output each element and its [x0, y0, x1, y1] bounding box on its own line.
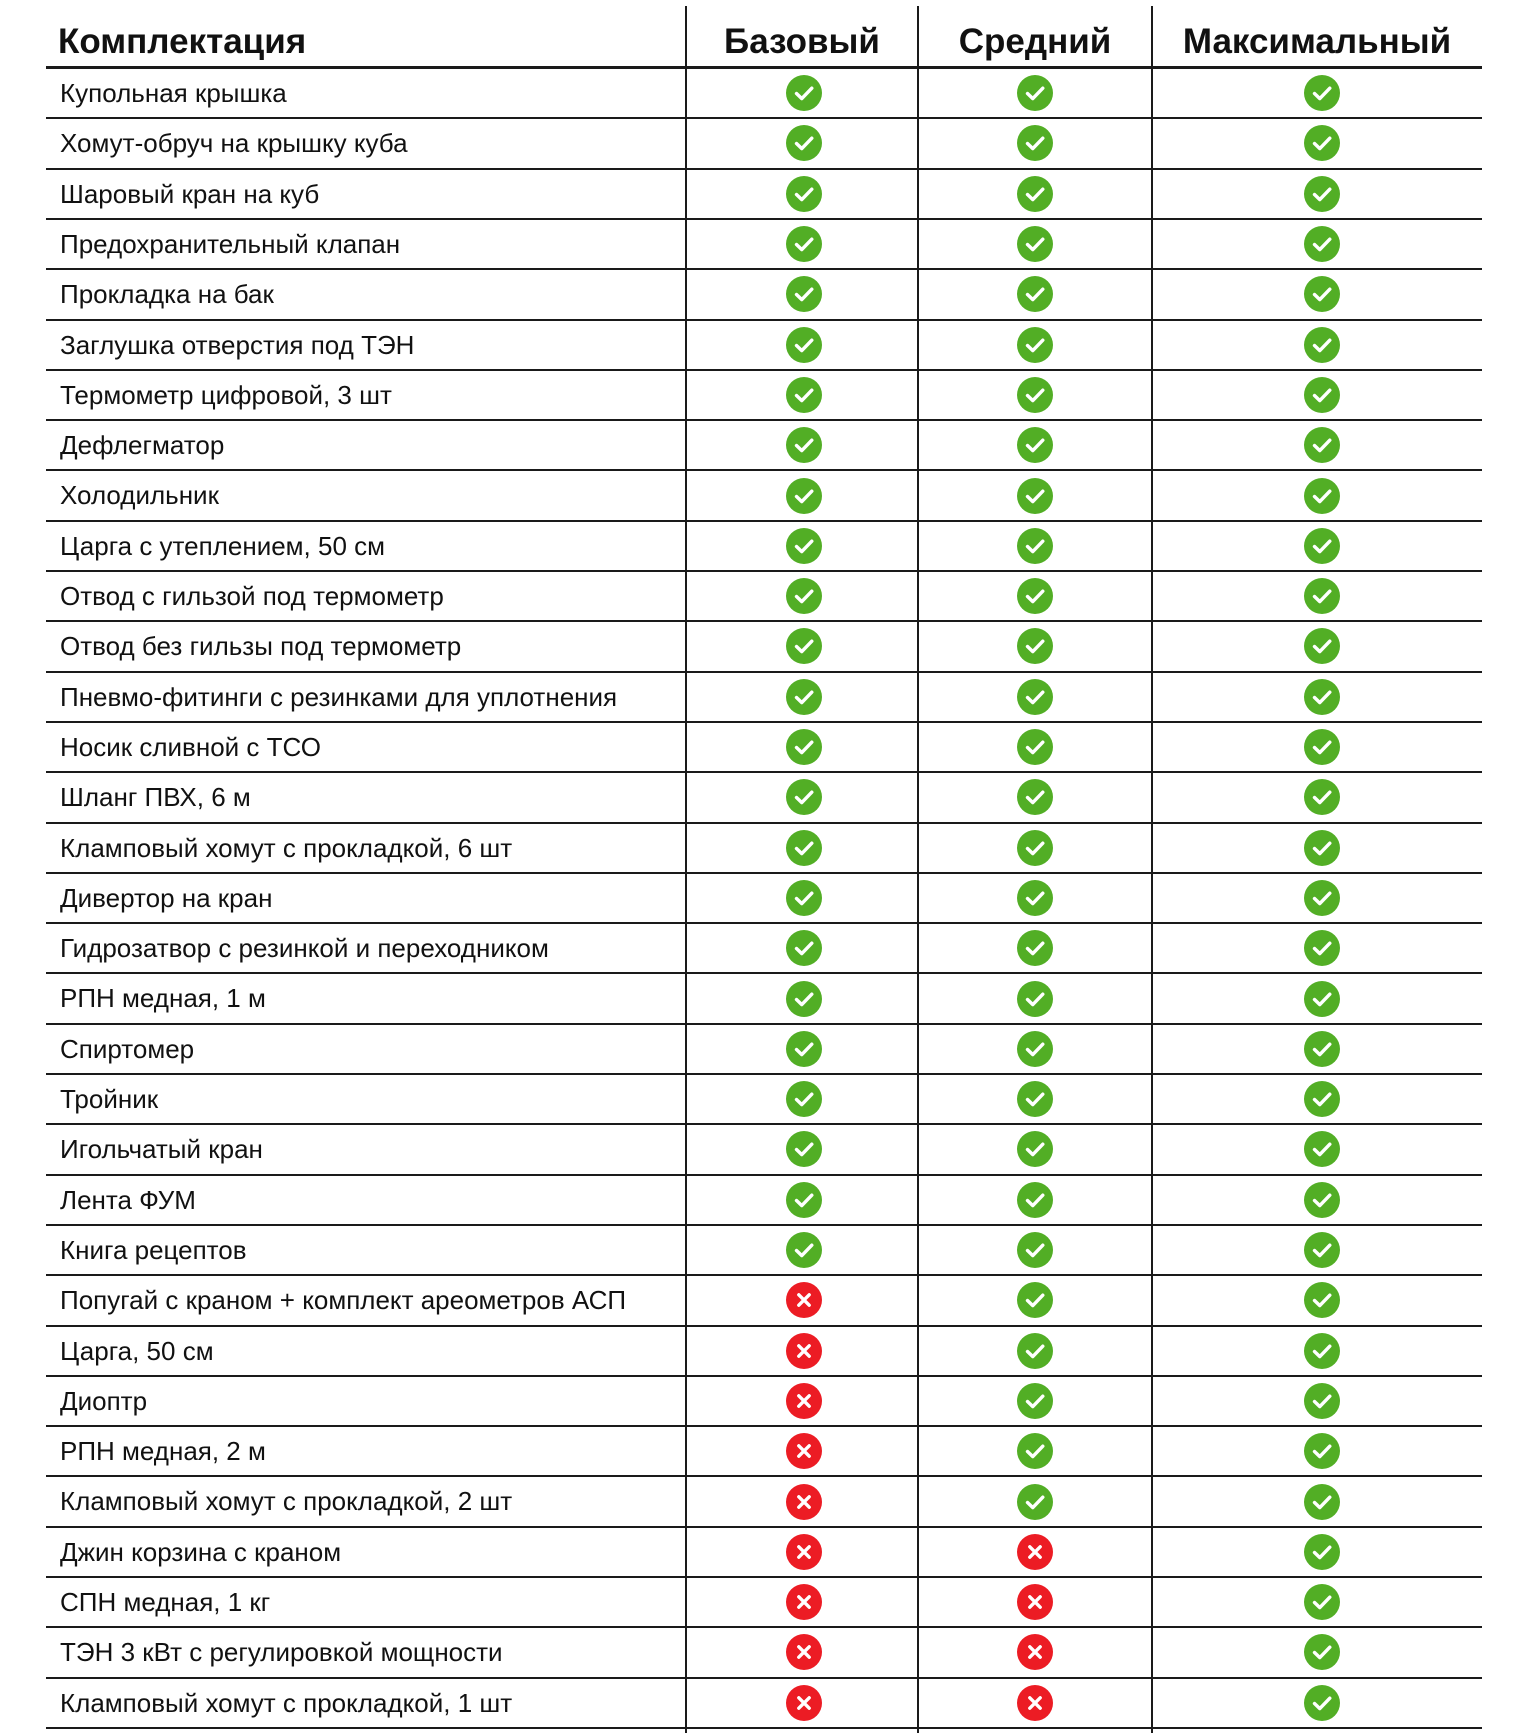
row-label: Книга рецептов	[60, 1234, 247, 1265]
check-circle-icon	[1017, 1484, 1053, 1520]
row-divider	[46, 319, 1482, 321]
check-circle-icon	[786, 226, 822, 262]
row-label: Гидрозатвор с резинкой и переходником	[60, 933, 549, 964]
column-divider	[1151, 6, 1153, 1733]
row-divider	[46, 771, 1482, 773]
check-circle-icon	[1304, 1433, 1340, 1469]
check-circle-icon	[786, 427, 822, 463]
row-label: Термометр цифровой, 3 шт	[60, 379, 392, 410]
table-row	[0, 823, 1537, 873]
row-label: Кламповый хомут с прокладкой, 6 шт	[60, 832, 513, 863]
check-circle-icon	[1304, 1484, 1340, 1520]
row-divider	[46, 1073, 1482, 1075]
row-label: Дефлегматор	[60, 430, 225, 461]
check-circle-icon	[1304, 779, 1340, 815]
row-label: ТЭН 3 кВт с регулировкой мощности	[60, 1637, 503, 1668]
check-circle-icon	[786, 327, 822, 363]
row-divider	[46, 218, 1482, 220]
check-circle-icon	[1017, 628, 1053, 664]
check-circle-icon	[1017, 729, 1053, 765]
check-circle-icon	[1304, 1383, 1340, 1419]
row-divider	[46, 419, 1482, 421]
row-divider	[46, 520, 1482, 522]
cross-circle-icon	[1017, 1685, 1053, 1721]
row-label: Попугай с краном + комплект ареометров АСП	[60, 1285, 627, 1316]
header-basic-column: Базовый	[724, 22, 880, 61]
check-circle-icon	[1017, 679, 1053, 715]
header-max-column: Максимальный	[1182, 22, 1452, 61]
table-row	[0, 1225, 1537, 1275]
row-label: Носик сливной с ТСО	[60, 731, 321, 762]
header-item-column: Комплектация	[58, 22, 307, 61]
table-row	[0, 1175, 1537, 1225]
check-circle-icon	[1304, 528, 1340, 564]
row-divider	[46, 1526, 1482, 1528]
row-divider	[46, 1576, 1482, 1578]
check-circle-icon	[1017, 1081, 1053, 1117]
row-label: Прокладка на бак	[60, 279, 274, 310]
check-circle-icon	[786, 276, 822, 312]
check-circle-icon	[1304, 75, 1340, 111]
check-circle-icon	[1017, 1433, 1053, 1469]
check-circle-icon	[1017, 1182, 1053, 1218]
cross-circle-icon	[786, 1383, 822, 1419]
row-label: Заглушка отверстия под ТЭН	[60, 329, 415, 360]
check-circle-icon	[1017, 125, 1053, 161]
check-circle-icon	[786, 1031, 822, 1067]
check-circle-icon	[786, 779, 822, 815]
check-circle-icon	[1304, 981, 1340, 1017]
table-row	[0, 470, 1537, 520]
check-circle-icon	[1017, 880, 1053, 916]
check-circle-icon	[1017, 276, 1053, 312]
row-divider	[46, 369, 1482, 371]
table-row	[0, 1275, 1537, 1325]
cross-circle-icon	[786, 1634, 822, 1670]
check-circle-icon	[1017, 478, 1053, 514]
check-circle-icon	[786, 729, 822, 765]
row-divider	[46, 1325, 1482, 1327]
table-row	[0, 571, 1537, 621]
cross-circle-icon	[1017, 1634, 1053, 1670]
check-circle-icon	[1304, 578, 1340, 614]
check-circle-icon	[1304, 125, 1340, 161]
check-circle-icon	[1304, 1131, 1340, 1167]
check-circle-icon	[1017, 75, 1053, 111]
column-divider	[685, 6, 687, 1733]
check-circle-icon	[1304, 1584, 1340, 1620]
table-row	[0, 1426, 1537, 1476]
check-circle-icon	[1017, 1333, 1053, 1369]
row-label: Царга, 50 см	[60, 1335, 214, 1366]
check-circle-icon	[786, 679, 822, 715]
table-row	[0, 1577, 1537, 1627]
check-circle-icon	[1304, 880, 1340, 916]
check-circle-icon	[1304, 1634, 1340, 1670]
check-circle-icon	[786, 830, 822, 866]
row-divider	[46, 268, 1482, 270]
table-row	[0, 370, 1537, 420]
check-circle-icon	[786, 1081, 822, 1117]
table-row	[0, 1124, 1537, 1174]
check-circle-icon	[1017, 1031, 1053, 1067]
row-label: Диоптр	[60, 1385, 148, 1416]
cross-circle-icon	[786, 1333, 822, 1369]
row-divider	[46, 1425, 1482, 1427]
check-circle-icon	[1304, 1685, 1340, 1721]
table-row	[0, 169, 1537, 219]
table-row	[0, 1074, 1537, 1124]
row-label: Царга с утеплением, 50 см	[60, 530, 386, 561]
row-divider	[46, 620, 1482, 622]
check-circle-icon	[1304, 1534, 1340, 1570]
row-label: Холодильник	[60, 480, 219, 511]
table-row	[0, 118, 1537, 168]
check-circle-icon	[1304, 830, 1340, 866]
row-divider	[46, 972, 1482, 974]
row-label: Тройник	[60, 1084, 159, 1114]
row-divider	[46, 721, 1482, 723]
row-divider	[46, 1123, 1482, 1125]
header-divider	[46, 66, 1482, 69]
cross-circle-icon	[786, 1534, 822, 1570]
table-row	[0, 621, 1537, 671]
table-row	[0, 923, 1537, 973]
row-divider	[46, 117, 1482, 119]
check-circle-icon	[1304, 327, 1340, 363]
table-row	[0, 1627, 1537, 1677]
check-circle-icon	[786, 1182, 822, 1218]
row-label: Кламповый хомут с прокладкой, 2 шт	[60, 1486, 513, 1517]
cross-circle-icon	[786, 1584, 822, 1620]
row-divider	[46, 1274, 1482, 1276]
row-divider	[46, 671, 1482, 673]
check-circle-icon	[1304, 427, 1340, 463]
check-circle-icon	[786, 125, 822, 161]
check-circle-icon	[1304, 478, 1340, 514]
row-divider	[46, 570, 1482, 572]
table-row	[0, 1476, 1537, 1526]
table-row	[0, 772, 1537, 822]
row-divider	[46, 872, 1482, 874]
check-circle-icon	[1304, 226, 1340, 262]
check-circle-icon	[1017, 226, 1053, 262]
row-label: Лента ФУМ	[60, 1184, 196, 1215]
row-label: РПН медная, 2 м	[60, 1436, 266, 1467]
check-circle-icon	[1017, 1131, 1053, 1167]
row-label: Купольная крышка	[60, 78, 287, 108]
check-circle-icon	[1017, 1232, 1053, 1268]
cross-circle-icon	[786, 1484, 822, 1520]
row-label: СПН медная, 1 кг	[60, 1587, 271, 1617]
check-circle-icon	[1017, 327, 1053, 363]
row-label: Хомут-обруч на крышку куба	[60, 128, 408, 159]
check-circle-icon	[1017, 578, 1053, 614]
check-circle-icon	[1304, 729, 1340, 765]
cross-circle-icon	[1017, 1534, 1053, 1570]
cross-circle-icon	[786, 1433, 822, 1469]
row-divider	[46, 1023, 1482, 1025]
table-row	[0, 420, 1537, 470]
check-circle-icon	[786, 578, 822, 614]
check-circle-icon	[1017, 528, 1053, 564]
check-circle-icon	[786, 75, 822, 111]
table-row	[0, 1326, 1537, 1376]
row-divider	[46, 1375, 1482, 1377]
row-divider	[46, 1475, 1482, 1477]
check-circle-icon	[1304, 1232, 1340, 1268]
row-divider	[46, 168, 1482, 170]
check-circle-icon	[1017, 779, 1053, 815]
check-circle-icon	[1017, 377, 1053, 413]
check-circle-icon	[1304, 276, 1340, 312]
check-circle-icon	[1017, 830, 1053, 866]
table-row	[0, 1678, 1537, 1728]
table-row	[0, 1376, 1537, 1426]
row-divider	[46, 469, 1482, 471]
row-divider	[46, 1677, 1482, 1679]
check-circle-icon	[1304, 1031, 1340, 1067]
check-circle-icon	[786, 628, 822, 664]
row-label: Игольчатый кран	[60, 1134, 263, 1165]
check-circle-icon	[1304, 1182, 1340, 1218]
cross-circle-icon	[786, 1685, 822, 1721]
check-circle-icon	[1304, 176, 1340, 212]
table-row	[0, 873, 1537, 923]
row-label: Отвод с гильзой под термометр	[60, 581, 444, 611]
row-label: Отвод без гильзы под термометр	[60, 631, 462, 662]
table-row	[0, 219, 1537, 269]
check-circle-icon	[1304, 377, 1340, 413]
cross-circle-icon	[1017, 1584, 1053, 1620]
check-circle-icon	[1304, 930, 1340, 966]
check-circle-icon	[1304, 1282, 1340, 1318]
row-divider	[46, 1224, 1482, 1226]
row-label: Шланг ПВХ, 6 м	[60, 782, 251, 813]
check-circle-icon	[786, 981, 822, 1017]
row-label: Шаровый кран на куб	[60, 178, 320, 209]
row-divider	[46, 1626, 1482, 1628]
table-row	[0, 722, 1537, 772]
check-circle-icon	[1017, 1383, 1053, 1419]
row-divider	[46, 1727, 1482, 1729]
row-divider	[46, 1174, 1482, 1176]
row-label: Кламповый хомут с прокладкой, 1 шт	[60, 1687, 513, 1718]
check-circle-icon	[1304, 628, 1340, 664]
check-circle-icon	[786, 176, 822, 212]
table-row	[0, 672, 1537, 722]
check-circle-icon	[1017, 981, 1053, 1017]
check-circle-icon	[1304, 679, 1340, 715]
check-circle-icon	[786, 478, 822, 514]
header-medium-column: Средний	[958, 22, 1112, 61]
table-row	[0, 521, 1537, 571]
table-row	[0, 269, 1537, 319]
row-label: РПН медная, 1 м	[60, 983, 266, 1014]
check-circle-icon	[786, 930, 822, 966]
column-divider	[917, 6, 919, 1733]
table-row	[0, 973, 1537, 1023]
check-circle-icon	[1017, 930, 1053, 966]
check-circle-icon	[786, 1232, 822, 1268]
row-label: Предохранительный клапан	[60, 228, 401, 259]
check-circle-icon	[786, 880, 822, 916]
table-row	[0, 1527, 1537, 1577]
row-label: Дивертор на кран	[60, 882, 273, 913]
check-circle-icon	[1017, 427, 1053, 463]
check-circle-icon	[786, 377, 822, 413]
check-circle-icon	[1017, 1282, 1053, 1318]
row-label: Спиртомер	[60, 1033, 195, 1064]
row-divider	[46, 922, 1482, 924]
row-label: Джин корзина с краном	[60, 1536, 342, 1567]
table-row	[0, 68, 1537, 118]
table-row	[0, 320, 1537, 370]
cross-circle-icon	[786, 1282, 822, 1318]
row-label: Пневмо-фитинги с резинками для уплотнения	[60, 681, 618, 712]
check-circle-icon	[786, 528, 822, 564]
check-circle-icon	[1304, 1081, 1340, 1117]
check-circle-icon	[1017, 176, 1053, 212]
table-row	[0, 1024, 1537, 1074]
check-circle-icon	[1304, 1333, 1340, 1369]
row-divider	[46, 822, 1482, 824]
check-circle-icon	[786, 1131, 822, 1167]
